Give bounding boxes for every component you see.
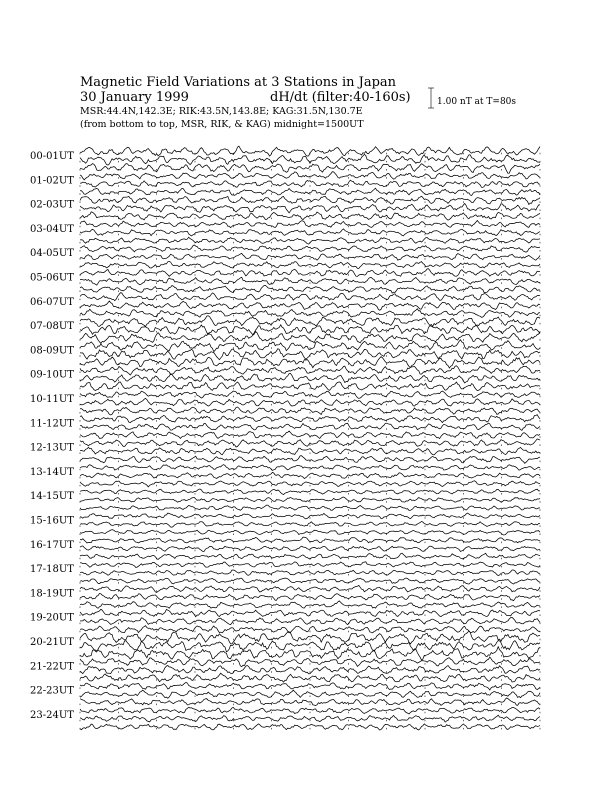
hour-row-06-07ut: [30, 293, 540, 318]
chart-title: Magnetic Field Variations at 3 Stations in Japan: [80, 75, 397, 90]
hour-row-10-11ut: [30, 391, 540, 415]
trace-msr: [80, 382, 540, 391]
hour-label: 06-07UT: [30, 296, 74, 308]
hour-rows: [30, 146, 540, 730]
hour-row-17-18ut: [30, 562, 540, 584]
trace-kag: [80, 316, 540, 327]
hour-row-08-09ut: [30, 340, 540, 368]
trace-rik: [80, 349, 540, 360]
hour-label: 12-13UT: [30, 442, 74, 454]
hour-row-15-16ut: [30, 513, 540, 535]
hour-row-09-10ut: [30, 366, 540, 391]
hour-row-16-17ut: [30, 537, 540, 559]
trace-kag: [80, 196, 540, 204]
hour-row-12-13ut: [30, 439, 540, 463]
hour-label: 17-18UT: [30, 564, 74, 576]
hour-row-03-04ut: [30, 221, 540, 245]
hour-label: 03-04UT: [30, 223, 74, 235]
hour-row-18-19ut: [30, 585, 540, 608]
hour-label: 21-22UT: [30, 661, 74, 673]
hour-row-02-03ut: [30, 196, 540, 220]
hour-label: 18-19UT: [30, 588, 74, 600]
hour-label: 05-06UT: [30, 272, 74, 284]
chart-quantity: dH/dt (filter:40-160s): [270, 90, 411, 105]
trace-kag: [80, 340, 540, 352]
hour-row-07-08ut: [30, 316, 540, 344]
hour-label: 08-09UT: [30, 345, 74, 357]
hour-row-04-05ut: [30, 245, 540, 269]
hour-row-20-21ut: [30, 631, 540, 660]
trace-rik: [80, 301, 540, 310]
trace-rik: [80, 374, 540, 383]
hour-label: 04-05UT: [30, 248, 74, 260]
hour-label: 19-20UT: [30, 612, 74, 624]
hour-row-14-15ut: [30, 489, 540, 511]
trace-rik: [80, 154, 540, 165]
trace-rik: [80, 641, 540, 652]
trace-rik: [80, 204, 540, 213]
trace-msr: [80, 407, 540, 415]
trace-rik: [80, 325, 540, 335]
scale-bar: [428, 88, 516, 108]
trace-kag: [80, 146, 540, 156]
scale-bar-label: 1.00 nT at T=80s: [437, 97, 517, 107]
hour-row-19-20ut: [30, 609, 540, 633]
station-coordinates: MSR:44.4N,142.3E; RIK:43.5N,143.8E; KAG:31.5N,130.7E: [80, 106, 363, 117]
hour-label: 23-24UT: [30, 709, 74, 721]
hour-row-21-22ut: [30, 657, 540, 682]
hour-label: 00-01UT: [30, 151, 74, 162]
station-order-note: (from bottom to top, MSR, RIK, & KAG) midnight=1500UT: [80, 119, 364, 130]
trace-rik: [80, 690, 540, 698]
hour-label: 02-03UT: [30, 199, 74, 211]
trace-msr: [80, 164, 540, 174]
hour-label: 11-12UT: [30, 418, 74, 430]
trace-kag: [80, 366, 540, 375]
hour-label: 20-21UT: [30, 637, 74, 648]
hour-label: 22-23UT: [30, 685, 74, 697]
hour-label: 01-02UT: [30, 175, 74, 187]
hour-row-11-12ut: [30, 415, 540, 439]
hour-row-00-01ut: [30, 146, 540, 173]
hour-label: 10-11UT: [30, 394, 74, 405]
trace-rik: [80, 277, 540, 285]
hour-label: 14-15UT: [30, 491, 74, 503]
hour-label: 13-14UT: [30, 466, 74, 478]
hour-label: 15-16UT: [30, 515, 74, 527]
hour-row-22-23ut: [30, 682, 540, 705]
hour-label: 16-17UT: [30, 539, 74, 551]
trace-kag: [80, 657, 540, 667]
hour-row-01-02ut: [30, 172, 540, 196]
trace-msr: [80, 357, 540, 369]
trace-msr: [80, 456, 540, 464]
hour-row-05-06ut: [30, 269, 540, 293]
hour-row-23-24ut: [30, 707, 540, 730]
hour-label: 07-08UT: [30, 321, 74, 333]
chart-date: 30 January 1999: [80, 90, 189, 105]
hour-row-13-14ut: [30, 465, 540, 487]
hour-label: 09-10UT: [30, 369, 74, 381]
